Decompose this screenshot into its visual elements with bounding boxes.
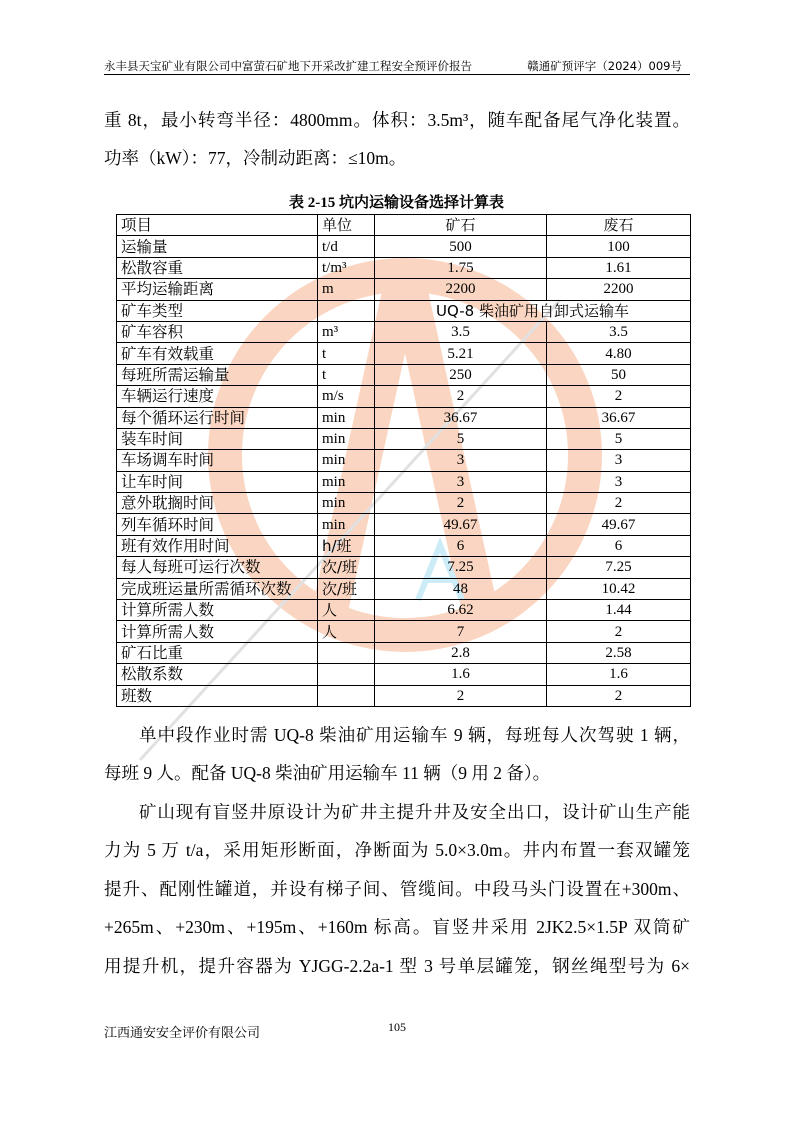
waste-cell: 36.67 [547,407,691,428]
item-cell: 平均运输距离 [117,279,318,300]
paragraph-line: 每班 9 人。配备 UQ-8 柴油矿用运输车 11 辆（9 用 2 备）。 [104,763,551,783]
unit-cell: 人 [318,600,375,621]
unit-cell: h/班 [318,535,375,556]
paragraph-line: 用提升机，提升容器为 YJGG-2.2a-1 型 3 号单层罐笼，钢丝绳型号为 6× [104,956,690,976]
ore-cell: UQ-8 柴油矿用自卸式运输车 [375,300,691,321]
item-cell: 意外耽搁时间 [117,493,318,514]
table-row [117,578,691,599]
paragraph-line: 矿山现有盲竖井原设计为矿井主提升井及安全出口，设计矿山生产能 [139,802,690,822]
paragraph-line: +265m、+230m、+195m、+160m 标高。盲竖井采用 2JK2.5×1.5P 双筒矿 [104,917,690,937]
unit-cell: min [318,471,375,492]
waste-cell: 2 [547,386,691,407]
table-row [117,279,691,300]
table-row [117,685,691,706]
item-cell: 完成班运量所需循环次数 [117,578,318,599]
table-row [117,493,691,514]
unit-cell: 次/班 [318,578,375,599]
unit-cell: m [318,279,375,300]
table-row [117,621,691,642]
unit-cell: 次/班 [318,557,375,578]
waste-cell: 3 [547,471,691,492]
unit-cell: m/s [318,386,375,407]
waste-cell: 3.5 [547,321,691,342]
item-cell: 每个循环运行时间 [117,407,318,428]
ore-cell: 500 [375,236,547,257]
item-cell: 班数 [117,685,318,706]
waste-cell: 1.44 [547,600,691,621]
waste-cell: 3 [547,450,691,471]
intro-line: 重 8t，最小转弯半径：4800mm。体积：3.5m³，随车配备尾气净化装置。 [104,110,690,130]
table-row [117,428,691,449]
waste-cell: 10.42 [547,578,691,599]
waste-cell: 2 [547,493,691,514]
table-row [117,236,691,257]
item-cell: 让车时间 [117,471,318,492]
ore-cell: 6 [375,535,547,556]
table-row [117,471,691,492]
waste-cell: 6 [547,535,691,556]
table-row [117,557,691,578]
ore-cell: 6.62 [375,600,547,621]
ore-cell: 7 [375,621,547,642]
waste-cell: 4.80 [547,343,691,364]
waste-cell: 1.61 [547,257,691,278]
item-cell: 每人每班可运行次数 [117,557,318,578]
waste-cell: 2 [547,685,691,706]
header-cell: 单位 [318,215,375,236]
table-row [117,600,691,621]
unit-cell: min [318,493,375,514]
unit-cell: min [318,428,375,449]
item-cell: 矿车容积 [117,321,318,342]
waste-cell: 2200 [547,279,691,300]
ore-cell: 3 [375,450,547,471]
unit-cell: t/d [318,236,375,257]
table-row [117,300,691,321]
paragraph-line: 单中段作业时需 UQ-8 柴油矿用运输车 9 辆，每班每人次驾驶 1 辆， [139,725,690,745]
item-cell: 松散系数 [117,664,318,685]
ore-cell: 2 [375,685,547,706]
ore-cell: 3 [375,471,547,492]
table-row [117,364,691,385]
unit-cell [318,642,375,663]
ore-cell: 2200 [375,279,547,300]
ore-cell: 2 [375,386,547,407]
waste-cell: 2.58 [547,642,691,663]
unit-cell: t/m³ [318,257,375,278]
intro-line: 功率（kW）：77，冷制动距离：≤10m。 [104,148,407,168]
ore-cell: 36.67 [375,407,547,428]
item-cell: 矿石比重 [117,642,318,663]
item-cell: 车场调车时间 [117,450,318,471]
header-cell: 矿石 [375,215,547,236]
table-row [117,407,691,428]
table-row [117,450,691,471]
unit-cell: t [318,343,375,364]
table-header-row [117,215,691,236]
page-header [104,56,690,75]
footer-company: 江西通安安全评价有限公司 [104,1026,261,1041]
page-number: 105 [388,1020,406,1034]
unit-cell: 人 [318,621,375,642]
waste-cell: 49.67 [547,514,691,535]
waste-cell: 5 [547,428,691,449]
ore-cell: 48 [375,578,547,599]
item-cell: 运输量 [117,236,318,257]
ore-cell: 1.6 [375,664,547,685]
item-cell: 装车时间 [117,428,318,449]
waste-cell: 100 [547,236,691,257]
ore-cell: 49.67 [375,514,547,535]
ore-cell: 3.5 [375,321,547,342]
unit-cell [318,664,375,685]
paragraph-line: 提升、配刚性罐道，并设有梯子间、管缆间。中段马头门设置在+300m、 [104,879,690,899]
waste-cell: 2 [547,621,691,642]
table-row [117,257,691,278]
ore-cell: 250 [375,364,547,385]
item-cell: 车辆运行速度 [117,386,318,407]
unit-cell [318,685,375,706]
unit-cell: t [318,364,375,385]
ore-cell: 5 [375,428,547,449]
header-cell: 项目 [117,215,318,236]
transport-equipment-table [116,214,691,707]
table-row [117,343,691,364]
item-cell: 列车循环时间 [117,514,318,535]
unit-cell: min [318,514,375,535]
item-cell: 每班所需运输量 [117,364,318,385]
header-cell: 废石 [547,215,691,236]
table-caption: 表 2-15 坑内运输设备选择计算表 [289,195,504,211]
ore-cell: 2.8 [375,642,547,663]
unit-cell: min [318,407,375,428]
unit-cell: min [318,450,375,471]
waste-cell: 7.25 [547,557,691,578]
table-row [117,642,691,663]
waste-cell: 1.6 [547,664,691,685]
item-cell: 计算所需人数 [117,600,318,621]
item-cell: 矿车类型 [117,300,318,321]
ore-cell: 7.25 [375,557,547,578]
item-cell: 松散容重 [117,257,318,278]
ore-cell: 2 [375,493,547,514]
paragraph-line: 力为 5 万 t/a，采用矩形断面，净断面为 5.0×3.0m。井内布置一套双罐笼 [104,840,690,860]
ore-cell: 1.75 [375,257,547,278]
unit-cell [318,300,375,321]
item-cell: 矿车有效载重 [117,343,318,364]
unit-cell: m³ [318,321,375,342]
header-doc-number: 赣通矿预评字（2024）009号 [527,59,682,73]
table-row [117,386,691,407]
table-row [117,535,691,556]
table-row [117,321,691,342]
waste-cell: 50 [547,364,691,385]
item-cell: 班有效作用时间 [117,535,318,556]
table-row [117,514,691,535]
ore-cell: 5.21 [375,343,547,364]
table-row [117,664,691,685]
item-cell: 计算所需人数 [117,621,318,642]
header-title: 永丰县天宝矿业有限公司中富萤石矿地下开采改扩建工程安全预评价报告 [104,59,472,73]
